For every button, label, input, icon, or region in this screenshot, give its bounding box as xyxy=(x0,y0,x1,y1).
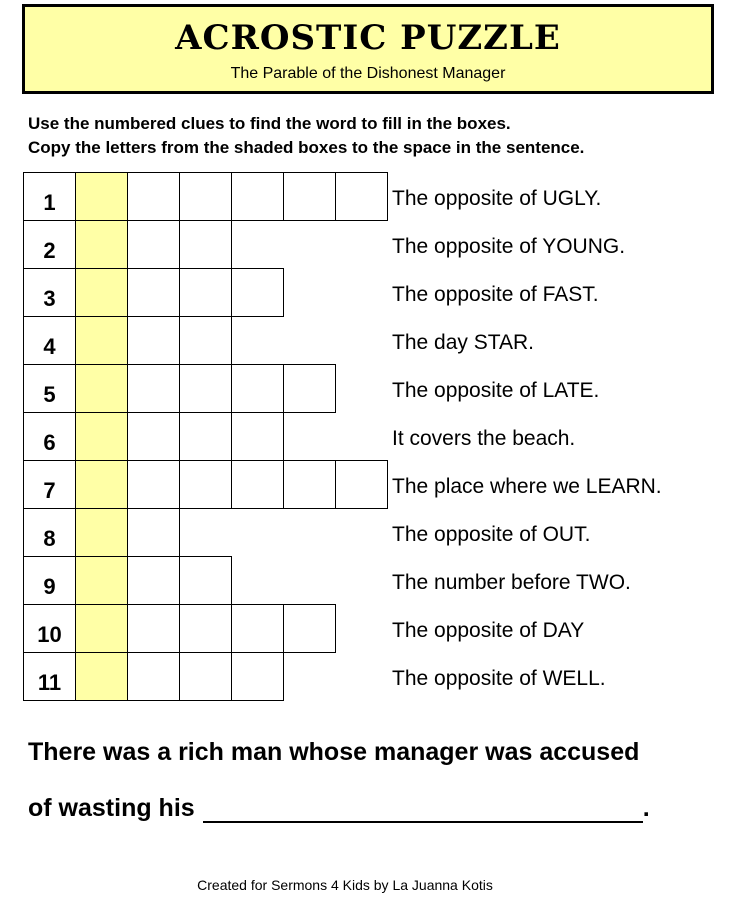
shaded-letter-box[interactable] xyxy=(75,556,128,605)
letter-box[interactable] xyxy=(231,412,284,461)
letter-box[interactable] xyxy=(127,652,180,701)
instruction-line-2: Copy the letters from the shaded boxes to the space in the sentence. xyxy=(28,138,585,157)
letter-box[interactable] xyxy=(283,460,336,509)
shaded-letter-box[interactable] xyxy=(75,172,128,221)
letter-box[interactable] xyxy=(127,556,180,605)
clue-number: 2 xyxy=(23,220,76,269)
shaded-letter-box[interactable] xyxy=(75,652,128,701)
letter-box[interactable] xyxy=(179,412,232,461)
clue-text: The day STAR. xyxy=(392,331,534,354)
letter-box[interactable] xyxy=(335,172,388,221)
letter-box[interactable] xyxy=(127,172,180,221)
instructions xyxy=(28,112,584,160)
letter-box[interactable] xyxy=(231,268,284,317)
letter-box[interactable] xyxy=(179,460,232,509)
instruction-line-1: Use the numbered clues to find the word to fill in the boxes. xyxy=(28,114,511,133)
sentence-line-2 xyxy=(28,793,650,823)
clue-text: The opposite of DAY xyxy=(392,619,585,642)
shaded-letter-box[interactable] xyxy=(75,604,128,653)
letter-box[interactable] xyxy=(127,460,180,509)
clue-text: The opposite of LATE. xyxy=(392,379,600,402)
letter-box[interactable] xyxy=(127,268,180,317)
shaded-letter-box[interactable] xyxy=(75,508,128,557)
clue-number: 4 xyxy=(23,316,76,365)
shaded-letter-box[interactable] xyxy=(75,316,128,365)
letter-box[interactable] xyxy=(127,316,180,365)
shaded-letter-box[interactable] xyxy=(75,364,128,413)
letter-box[interactable] xyxy=(283,604,336,653)
letter-box[interactable] xyxy=(179,316,232,365)
letter-box[interactable] xyxy=(127,220,180,269)
clue-text: The opposite of OUT. xyxy=(392,523,591,546)
sentence-period: . xyxy=(642,794,650,822)
letter-box[interactable] xyxy=(179,268,232,317)
letter-box[interactable] xyxy=(283,172,336,221)
clue-number: 7 xyxy=(23,460,76,509)
clue-text: The number before TWO. xyxy=(392,571,631,594)
credit-line: Created for Sermons 4 Kids by La Juanna Kotis xyxy=(197,877,493,893)
title-banner xyxy=(22,4,714,94)
shaded-letter-box[interactable] xyxy=(75,412,128,461)
sentence-line-1: There was a rich man whose manager was accused xyxy=(28,738,640,766)
shaded-letter-box[interactable] xyxy=(75,268,128,317)
shaded-letter-box[interactable] xyxy=(75,220,128,269)
letter-box[interactable] xyxy=(127,604,180,653)
clue-number: 3 xyxy=(23,268,76,317)
clue-number: 11 xyxy=(23,652,76,701)
sentence-line-2-text: of wasting his xyxy=(28,794,195,822)
clue-text: The place where we LEARN. xyxy=(392,475,662,498)
clue-text: It covers the beach. xyxy=(392,427,576,450)
letter-box[interactable] xyxy=(179,652,232,701)
letter-box[interactable] xyxy=(283,364,336,413)
clue-text: The opposite of WELL. xyxy=(392,667,606,690)
shaded-letter-box[interactable] xyxy=(75,460,128,509)
clue-number: 10 xyxy=(23,604,76,653)
clue-number: 6 xyxy=(23,412,76,461)
letter-box[interactable] xyxy=(127,508,180,557)
answer-blank[interactable] xyxy=(203,795,643,823)
puzzle-subtitle: The Parable of the Dishonest Manager xyxy=(230,65,506,82)
clue-number: 8 xyxy=(23,508,76,557)
letter-box[interactable] xyxy=(179,604,232,653)
clue-text: The opposite of UGLY. xyxy=(392,187,602,210)
letter-box[interactable] xyxy=(335,460,388,509)
letter-box[interactable] xyxy=(231,172,284,221)
letter-box[interactable] xyxy=(179,172,232,221)
clue-text: The opposite of YOUNG. xyxy=(392,235,626,258)
letter-box[interactable] xyxy=(179,556,232,605)
letter-box[interactable] xyxy=(127,364,180,413)
clue-number: 9 xyxy=(23,556,76,605)
letter-box[interactable] xyxy=(231,364,284,413)
letter-box[interactable] xyxy=(231,460,284,509)
clue-text: The opposite of FAST. xyxy=(392,283,599,306)
letter-box[interactable] xyxy=(127,412,180,461)
letter-box[interactable] xyxy=(231,652,284,701)
letter-box[interactable] xyxy=(231,604,284,653)
puzzle-title: ACROSTIC PUZZLE xyxy=(175,18,561,58)
letter-box[interactable] xyxy=(179,220,232,269)
clue-number: 5 xyxy=(23,364,76,413)
letter-box[interactable] xyxy=(179,364,232,413)
clue-number: 1 xyxy=(23,172,76,221)
